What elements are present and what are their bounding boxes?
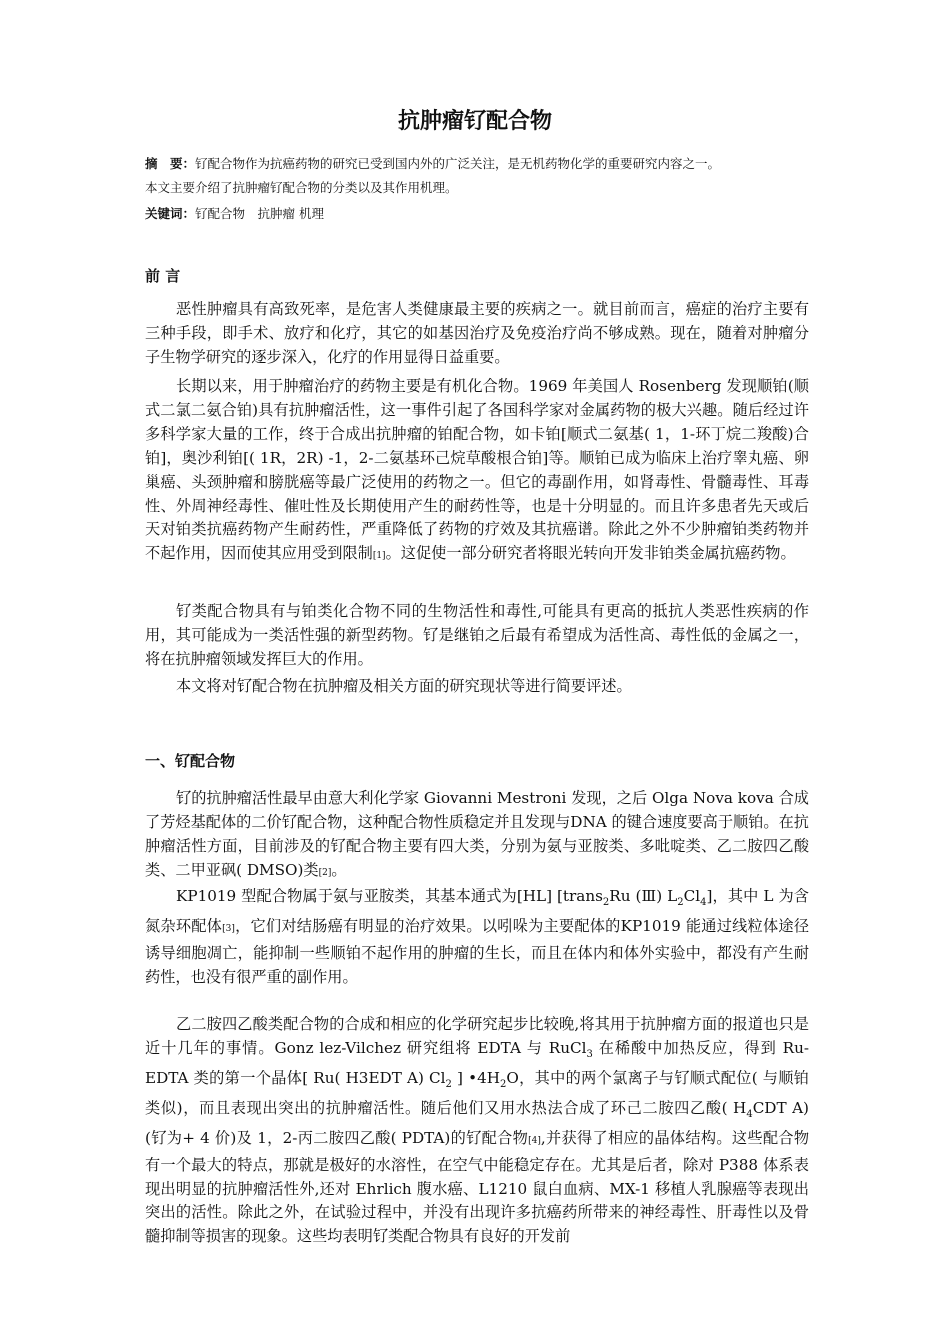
citation-2: [2] bbox=[318, 867, 332, 878]
preface-paragraph-2 bbox=[145, 375, 809, 569]
section-1-paragraph-1-tail: 。 bbox=[331, 860, 347, 879]
kp1019-sub-1: 2 bbox=[602, 897, 610, 909]
preface-paragraph-2-text: 长期以来，用于肿瘤治疗的药物主要是有机化合物。1969 年美国人 Rosenberg 发现顺铂(顺式二氯二氨合铂)具有抗肿瘤活性，这一事件引起了各国科学家对金属药物的极大兴趣。随后经过许多科学家大量的工作，终于合成出抗肿瘤的铂配合物，如卡铂[顺式二氨基( 1，1-环丁烷二羧酸)合铂]，奥沙利铂[( 1R，2R) -1，2-二氨基环己烷草酸根合铂]等。顺铂已成为临床上治疗睾丸癌、卵巢癌、头颈肿瘤和膀胱癌等最广泛使用的药物之一。但它的毒副作用，如肾毒性、骨髓毒性、耳毒性、外周神经毒性、催吐性及长期使用产生的耐药性等，也是十分明显的。而且许多患者先天或后天对铂类抗癌药物产生耐药性，严重降低了药物的疗效及其抗癌谱。除此之外不少肿瘤铂类药物并不起作用，因而使其应用受到限制 bbox=[145, 377, 809, 563]
edta-sub-2: 2 bbox=[445, 1078, 452, 1090]
abstract-text-2: 本文主要介绍了抗肿瘤钌配合物的分类以及其作用机理。 bbox=[145, 180, 458, 195]
kp1019-formula-b: Ru (Ⅲ) L bbox=[609, 887, 678, 905]
preface-paragraph-1: 恶性肿瘤具有高致死率，是危害人类健康最主要的疾病之一。就目前而言，癌症的治疗主要有三种手段，即手术、放疗和化疗，其它的如基因治疗及免疫治疗尚不够成熟。现在，随着对肿瘤分子生物学研究的逐步深入，化疗的作用显得日益重要。 bbox=[145, 300, 809, 366]
edta-sub-1: 3 bbox=[586, 1048, 593, 1060]
kp1019-formula-c: Cl bbox=[683, 887, 701, 905]
page-title: 抗肿瘤钌配合物 bbox=[397, 109, 552, 134]
edta-text-a: 乙二胺四乙酸类配合物的合成和相应的化学研究起步比较晚,将其用于抗肿瘤方面的报道也只是近十几年的事情。Gonz lez-Vilchez 研究组将 EDTA 与 RuCl bbox=[145, 1015, 809, 1057]
kp1019-sub-2: 2 bbox=[677, 897, 684, 909]
section-1-paragraph-3 bbox=[145, 1013, 809, 1249]
edta-sub-3: 2 bbox=[500, 1078, 507, 1090]
kp1019-formula-d: ]，其中 L 为含氮杂环配体 bbox=[145, 887, 809, 935]
keywords-label: 关键词： bbox=[145, 206, 196, 221]
abstract-label: 摘 要： bbox=[145, 156, 196, 171]
edta-text-c: ] •4H bbox=[451, 1068, 500, 1087]
citation-4: [4] bbox=[528, 1135, 541, 1146]
edta-sub-4: 4 bbox=[746, 1108, 753, 1120]
edta-text-e: CDT A) (钌为+ 4 价)及 1，2-丙二胺四乙酸( PDTA)的钌配合物 bbox=[145, 1098, 809, 1147]
section-1-paragraph-1 bbox=[145, 787, 809, 886]
section-1-paragraph-2 bbox=[145, 885, 809, 990]
preface-paragraph-3: 钌类配合物具有与铂类化合物不同的生物活性和毒性,可能具有更高的抵抗人类恶性疾病的作用，其可能成为一类活性强的新型药物。钌是继铂之后最有希望成为活性高、毒性低的金属之一，将在抗肿瘤领域发挥巨大的作用。 bbox=[145, 602, 809, 668]
section-1-heading: 一、钌配合物 bbox=[145, 752, 236, 770]
keywords bbox=[145, 202, 810, 226]
edta-text-d: O，其中的两个氯离子与钌顺式配位( 与顺铂类似)，而且表现出突出的抗肿瘤活性。随后他们又用水热法合成了环己二胺四乙酸( H bbox=[145, 1068, 809, 1117]
citation-3: [3] bbox=[222, 923, 235, 934]
keywords-text: 钌配合物 抗肿瘤 机理 bbox=[195, 206, 324, 221]
abstract-text-1: 钌配合物作为抗癌药物的研究已受到国内外的广泛关注，是无机药物化学的重要研究内容之一。 bbox=[195, 156, 721, 171]
abstract bbox=[145, 152, 810, 200]
preface-paragraph-2-tail: 。这促使一部分研究者将眼光转向开发非铂类金属抗癌药物。 bbox=[385, 544, 796, 563]
preface-paragraph-4: 本文将对钌配合物在抗肿瘤及相关方面的研究现状等进行简要评述。 bbox=[176, 677, 632, 695]
edta-text-f: ,并获得了相应的晶体结构。这些配合物有一个最大的特点，那就是极好的水溶性，在空气中能稳定存在。尤其是后者，除对 P388 体系表现出明显的抗肿瘤活性外,还对 Ehrlich 腹水癌、L1210 鼠白血病、MX-1 移植人乳腺癌等表现出突出的活性。除此之外，在试验过程中，并没有出现许多抗癌药所带来的神经毒性、肝毒性以及骨髓抑制等损害的现象。这些均表明钌类配合物具有良好的开发前 bbox=[145, 1128, 810, 1246]
edta-text-b: 在稀酸中加热反应，得到 Ru-EDTA 类的第一个晶体[ Ru( H3EDT A) Cl bbox=[145, 1038, 809, 1087]
kp1019-text: ，它们对结肠癌有明显的治疗效果。以吲哚为主要配体的KP1019 能通过线粒体途径诱导细胞凋亡，能抑制一些顺铂不起作用的肿瘤的生长，而且在体内和体外实验中，都没有产生耐药性，也没有很严重的副作用。 bbox=[145, 916, 810, 986]
kp1019-sub-3: 4 bbox=[700, 897, 707, 909]
preface-heading: 前 言 bbox=[145, 267, 181, 285]
citation-1: [1] bbox=[372, 551, 386, 562]
section-1-paragraph-1-text: 钌的抗肿瘤活性最早由意大利化学家 Giovanni Mestroni 发现，之后 Olga Nova kova 合成了芳烃基配体的二价钌配合物，这种配合物性质稳定并且发现与DNA 的键合速度要高于顺铂。在抗肿瘤活性方面，目前涉及的钌配合物主要有四大类，分别为氨与亚胺类、多吡啶类、乙二胺四乙酸类、二甲亚砜( DMSO)类 bbox=[145, 789, 809, 879]
kp1019-formula-a: KP1019 型配合物属于氨与亚胺类，其基本通式为[HL] [trans bbox=[176, 887, 603, 905]
